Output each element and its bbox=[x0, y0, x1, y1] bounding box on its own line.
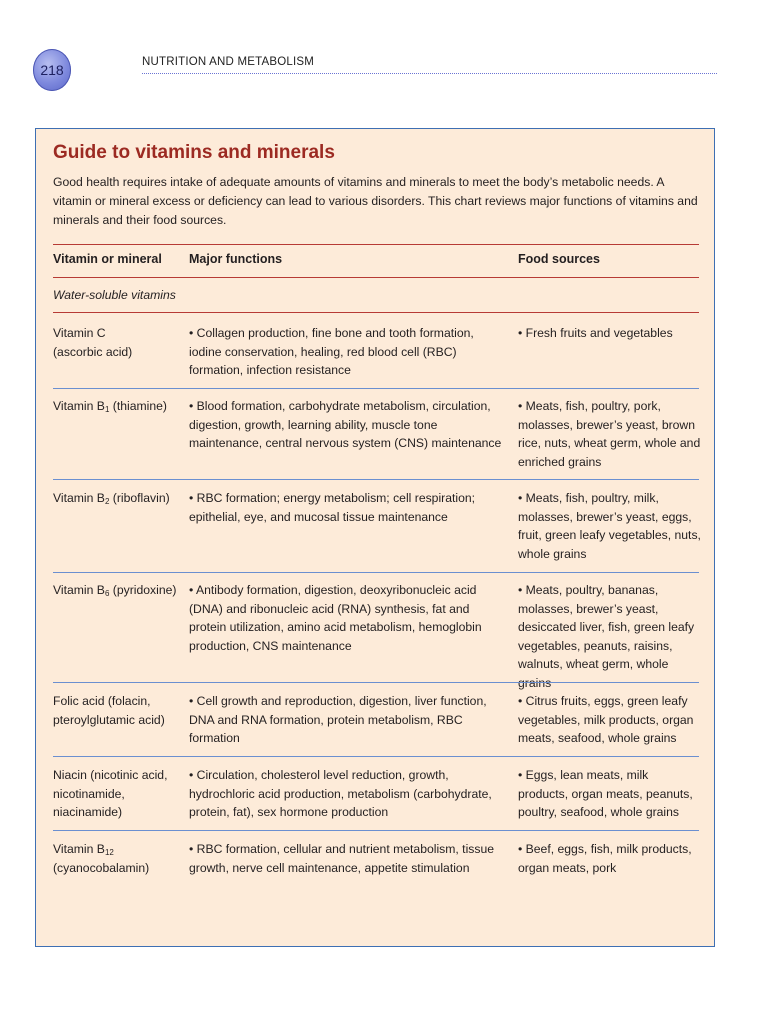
row-vitamin-b6-sources: • Meats, poultry, bananas, molasses, brewer’s yeast, desiccated liver, fish, green leafy vegetables, peanuts, raisins, walnuts, wheat germ, whole grains bbox=[518, 583, 695, 690]
row-divider bbox=[53, 756, 699, 757]
row-niacin-sources: • Eggs, lean meats, milk products, organ meats, peanuts, poultry, seafood, whole grains bbox=[518, 768, 693, 819]
vitamin-subscript: 6 bbox=[104, 589, 110, 598]
row-vitamin-b6-functions: • Antibody formation, digestion, deoxyribonucleic acid (DNA) and ribonucleic acid (RNA) synthesis, fat and protein utilization, amino acid metabolism, hemoglobin production, CNS maintenance bbox=[189, 583, 482, 653]
row-divider bbox=[53, 479, 699, 480]
vitamin-name: Vitamin B bbox=[53, 842, 105, 856]
row-niacin-functions: • Circulation, cholesterol level reduction, growth, hydrochloric acid production, metabolism (carbohydrate, protein, fat), sex hormone production bbox=[189, 768, 492, 819]
vitamin-name: Vitamin C bbox=[53, 326, 106, 340]
row-vitamin-c-functions: • Collagen production, fine bone and tooth formation, iodine conservation, healing, red blood cell (RBC) formation, infection resistance bbox=[189, 326, 474, 377]
vitamin-name-rest: (pyridoxine) bbox=[109, 583, 177, 597]
row-folic-acid-name: Folic acid (folacin, pteroylglutamic acid) bbox=[53, 694, 165, 727]
row-folic-acid-sources: • Citrus fruits, eggs, green leafy vegetables, milk products, organ meats, seafood, whole grains bbox=[518, 694, 694, 745]
header-rule bbox=[53, 277, 699, 278]
row-vitamin-c-name bbox=[53, 324, 178, 361]
vitamin-guide-box bbox=[35, 128, 715, 947]
row-vitamin-b2-sources: • Meats, fish, poultry, milk, molasses, brewer’s yeast, eggs, fruit, green leafy vegetables, nuts, whole grains bbox=[518, 491, 701, 561]
page-number: 218 bbox=[40, 62, 64, 78]
row-vitamin-b1-sources: • Meats, fish, poultry, pork, molasses, brewer’s yeast, brown rice, nuts, wheat germ, whole and enriched grains bbox=[518, 399, 701, 469]
vitamin-subscript: 12 bbox=[104, 848, 114, 857]
intro-paragraph: Good health requires intake of adequate amounts of vitamins and minerals to meet the body’s metabolic needs. A vitamin or mineral excess or deficiency can lead to various disorders. This chart reviews major functions of vitamins and minerals and their food sources. bbox=[53, 175, 698, 227]
vitamin-subscript: 2 bbox=[104, 497, 110, 506]
running-head: NUTRITION AND METABOLISM bbox=[142, 56, 314, 68]
table-top-rule bbox=[53, 244, 699, 245]
row-divider bbox=[53, 830, 699, 831]
section-rule bbox=[53, 312, 699, 313]
running-head-rule bbox=[142, 73, 717, 74]
page-number-badge bbox=[33, 49, 71, 91]
vitamin-name-line2: (cyanocobalamin) bbox=[53, 860, 150, 875]
row-vitamin-b1-name bbox=[53, 397, 178, 416]
vitamin-name: Vitamin B bbox=[53, 399, 105, 413]
vitamin-name: Vitamin B bbox=[53, 491, 105, 505]
box-title: Guide to vitamins and minerals bbox=[53, 142, 335, 163]
row-vitamin-b2-name bbox=[53, 489, 178, 508]
header-functions: Major functions bbox=[189, 252, 283, 266]
row-vitamin-b1-functions: • Blood formation, carbohydrate metabolism, circulation, digestion, growth, learning ability, muscle tone maintenance, central nervous system (CNS) maintenance bbox=[189, 399, 502, 450]
row-divider bbox=[53, 682, 699, 683]
row-divider bbox=[53, 572, 699, 573]
header-vitamin: Vitamin or mineral bbox=[53, 252, 162, 266]
vitamin-name-rest: (riboflavin) bbox=[109, 491, 170, 505]
vitamin-name: Vitamin B bbox=[53, 583, 105, 597]
header-sources: Food sources bbox=[518, 252, 600, 266]
row-divider bbox=[53, 388, 699, 389]
vitamin-subscript: 1 bbox=[104, 405, 110, 414]
row-vitamin-b6-name bbox=[53, 581, 178, 600]
section-heading: Water-soluble vitamins bbox=[53, 288, 176, 302]
row-niacin-name: Niacin (nicotinic acid, nicotinamide, niacinamide) bbox=[53, 768, 168, 819]
row-vitamin-b12-name bbox=[53, 840, 178, 877]
vitamin-name-rest: (thiamine) bbox=[109, 399, 167, 413]
row-vitamin-c-sources: • Fresh fruits and vegetables bbox=[518, 326, 673, 340]
row-vitamin-b12-functions: • RBC formation, cellular and nutrient metabolism, tissue growth, nerve cell maintenance, appetite stimulation bbox=[189, 842, 495, 875]
vitamin-name-line2: (ascorbic acid) bbox=[53, 344, 133, 359]
row-vitamin-b2-functions: • RBC formation; energy metabolism; cell respiration; epithelial, eye, and mucosal tissue maintenance bbox=[189, 491, 476, 524]
row-vitamin-b12-sources: • Beef, eggs, fish, milk products, organ meats, pork bbox=[518, 842, 692, 875]
row-folic-acid-functions: • Cell growth and reproduction, digestion, liver function, DNA and RNA formation, protein metabolism, RBC formation bbox=[189, 694, 487, 745]
